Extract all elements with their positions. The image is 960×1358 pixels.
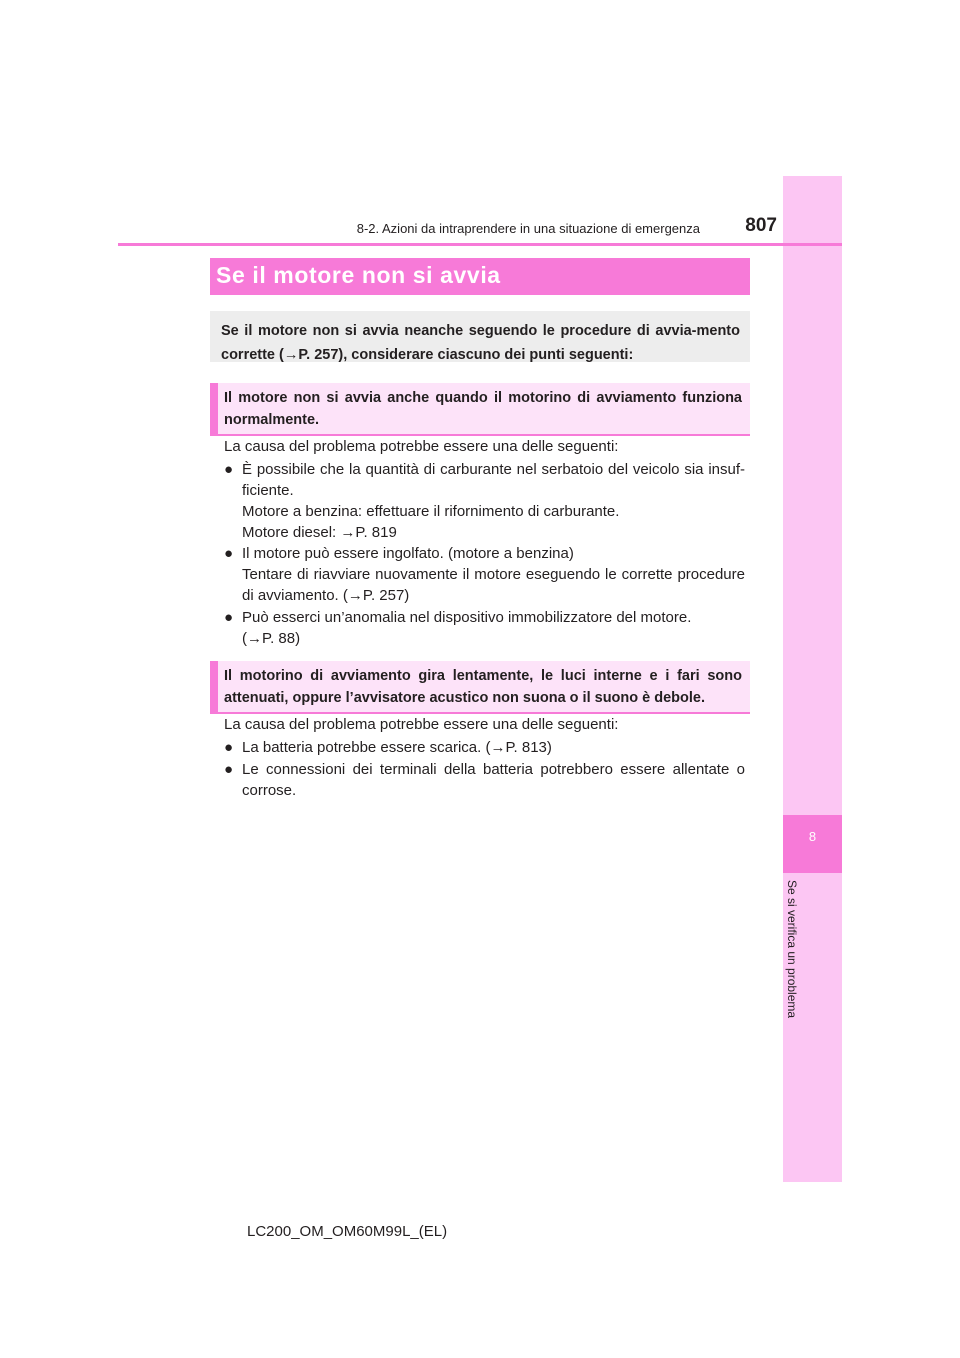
list-item: Le connessioni dei terminali della batteria potrebbero essere allentate o corrose.	[242, 761, 745, 799]
bullet-icon: ●	[224, 609, 234, 626]
intro-box: Se il motore non si avvia neanche seguendo le procedure di avvia-mento corrette (→P. 257), considerare ciascuno dei punti seguenti:	[210, 311, 750, 362]
page-title: Se il motore non si avvia	[216, 262, 501, 288]
list-item: Il motore può essere ingolfato. (motore a benzina) Tentare di riavviare nuovamente il motore eseguendo le corrette procedure di avviamento. (→P. 257)	[242, 545, 745, 604]
list-item: È possibile che la quantità di carburante nel serbatoio del veicolo sia insuf-ficiente. Motore a benzina: effettuare il rifornimento di carburante. Motore diesel: →P. 819	[242, 461, 745, 541]
page-number: 807	[745, 215, 777, 236]
section-heading-2: Il motorino di avviamento gira lentamente, le luci interne e i fari sono attenuati, oppure l’avvisatore acustico non suona o il suono è debole.	[210, 661, 750, 714]
chapter-title	[787, 880, 802, 1040]
section-2-lead: La causa del problema potrebbe essere una delle seguenti:	[224, 716, 619, 733]
chapter-tab	[783, 815, 842, 873]
header-divider	[118, 243, 842, 246]
bullet-icon: ●	[224, 739, 234, 756]
section-heading-1: Il motore non si avvia anche quando il motorino di avviamento funziona normalmente.	[210, 383, 750, 436]
list-item: La batteria potrebbe essere scarica. (→P. 813)	[242, 739, 552, 756]
footer-doc-code: LC200_OM_OM60M99L_(EL)	[247, 1223, 448, 1240]
section-1-lead: La causa del problema potrebbe essere una delle seguenti:	[224, 438, 619, 455]
chapter-number: 8	[808, 829, 817, 844]
chapter-title-text: Se si verifica un problema	[785, 880, 799, 1019]
bullet-icon: ●	[224, 761, 234, 778]
bullet-icon: ●	[224, 545, 234, 562]
bullet-icon: ●	[224, 461, 234, 478]
header-section-title: 8-2. Azioni da intraprendere in una situazione di emergenza	[356, 221, 700, 236]
list-item: Può esserci un’anomalia nel dispositivo immobilizzatore del motore. (→P. 88)	[242, 609, 692, 647]
